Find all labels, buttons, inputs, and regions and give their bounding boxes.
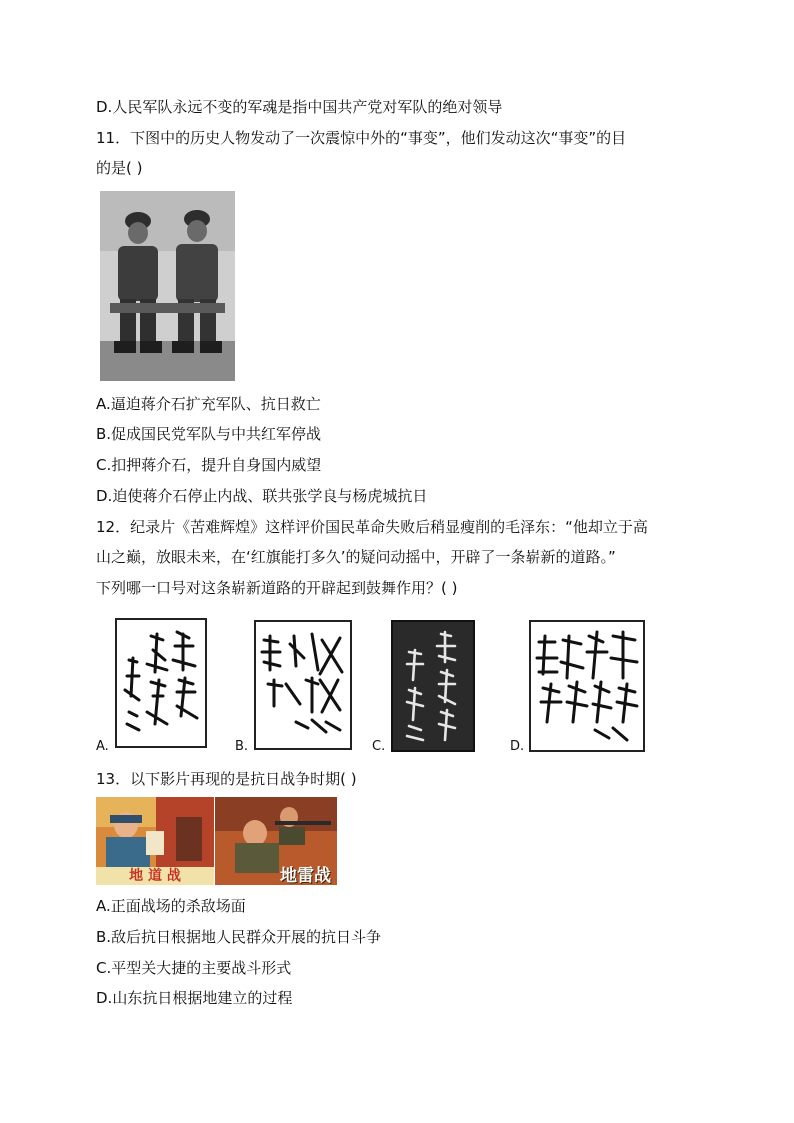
q13-poster-title-tunnel: 地 道 战 (96, 867, 214, 885)
q12-stem-line3: 下列哪一口号对这条崭新道路的开辟起到鼓舞作用？( ) (96, 579, 458, 597)
q13-poster-landmine-war (215, 797, 337, 885)
q11-stem-line2: 的是( ) (96, 159, 143, 177)
q12-stem-line2: 山之巅，放眼未来，在‘红旗能打多久’的疑问动摇中，开辟了一条崭新的道路。” (96, 548, 616, 566)
q11-stem-line1: 11．下图中的历史人物发动了一次震惊中外的“事变”，他们发动这次“事变”的目 (96, 129, 627, 147)
q13-stem: 13．以下影片再现的是抗日战争时期( ) (96, 770, 357, 788)
q11-option-a: A.逼迫蒋介石扩充军队、抗日救亡 (96, 395, 321, 413)
q11-option-b: B.促成国民党军队与中共红军停战 (96, 425, 322, 443)
q13-option-b: B.敌后抗日根据地人民群众开展的抗日斗争 (96, 928, 382, 946)
q12-label-d: D. (510, 739, 525, 754)
q13-poster-title-landmine: 地雷战 (280, 866, 331, 885)
q12-calligraphy-c (391, 620, 475, 752)
q11-historical-photo (100, 191, 235, 381)
q12-calligraphy-b (254, 620, 352, 750)
q11-option-d: D.迫使蒋介石停止内战、联共张学良与杨虎城抗日 (96, 487, 428, 505)
q12-label-a: A. (96, 739, 109, 754)
q12-label-c: C. (372, 739, 386, 754)
q13-option-d: D.山东抗日根据地建立的过程 (96, 989, 293, 1007)
q13-poster-tunnel-war (96, 797, 214, 885)
q13-option-c: C.平型关大捷的主要战斗形式 (96, 959, 292, 977)
q12-calligraphy-d (529, 620, 645, 752)
q12-stem-line1: 12．纪录片《苦难辉煌》这样评价国民革命失败后稍显瘦削的毛泽东：“他却立于高 (96, 518, 648, 536)
q13-option-a: A.正面战场的杀敌场面 (96, 897, 246, 915)
q11-option-c: C.扣押蒋介石，提升自身国内威望 (96, 456, 322, 474)
q10-option-d: D.人民军队永远不变的军魂是指中国共产党对军队的绝对领导 (96, 98, 503, 116)
q12-calligraphy-a (115, 618, 207, 748)
q12-label-b: B. (235, 739, 249, 754)
